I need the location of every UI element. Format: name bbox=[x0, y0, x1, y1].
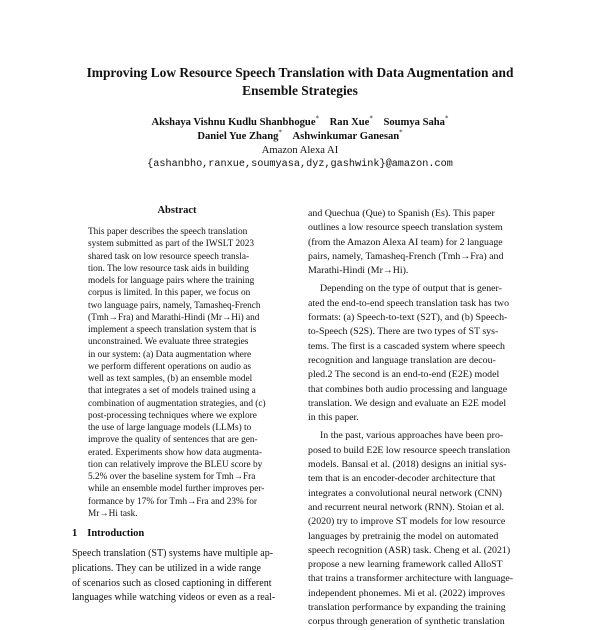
abstract-body bbox=[88, 226, 284, 520]
text-line: Mr→Hi task. bbox=[88, 508, 138, 519]
text-line: corpus is limited. In this paper, we focus on bbox=[88, 288, 251, 299]
text-line: Marathi-Hindi (Mr→Hi). bbox=[308, 265, 409, 277]
text-line: translation. We design and evaluate an E2E model bbox=[308, 397, 507, 409]
affiliation: Amazon Alexa AI bbox=[261, 145, 339, 156]
author-name: Akshaya Vishnu Kudlu Shanbhogue bbox=[151, 117, 316, 128]
text-line: languages by pretrainig the model on automated bbox=[308, 530, 499, 542]
text-line: languages while watching videos or even as a real- bbox=[72, 592, 276, 604]
text-line: and Quechua (Que) to Spanish (Es). This paper bbox=[308, 208, 495, 219]
text-line: the use of large language models (LLMs) to bbox=[88, 423, 252, 433]
author-emails: {ashanbho,ranxue,soumyasa,dyz,gashwink}@amazon.com bbox=[147, 159, 453, 170]
text-line: tion can relatively improve the BLEU score by bbox=[88, 459, 263, 470]
text-line: 5.2% over the baseline system for Tmh→Fra bbox=[88, 472, 256, 482]
section-heading-introduction bbox=[72, 528, 292, 539]
text-line: translation performance by expanding the training bbox=[308, 602, 506, 614]
author-row-2 bbox=[40, 130, 560, 144]
text-line: plications. They can be utilized in a wide range bbox=[72, 562, 261, 574]
text-line: integrates a convolutional neural network (CNN) bbox=[308, 487, 502, 499]
text-line: post-processing techniques where we explore bbox=[88, 410, 257, 421]
author-row-1 bbox=[40, 116, 560, 130]
text-line: corpus through generation of synthetic translation bbox=[308, 616, 505, 628]
text-line: This paper describes the speech translation bbox=[88, 227, 248, 237]
text-line: models. Bansal et al. (2018) designs an initial sys- bbox=[308, 459, 507, 471]
text-line: pairs, namely, Tamasheq-French (Tmh→Fra) and bbox=[308, 250, 504, 262]
text-line: implement a speech translation system that is bbox=[88, 325, 257, 335]
text-line: in our system: (a) Data augmentation where bbox=[88, 349, 252, 360]
text-line: unconstrained. We evaluate three strategies bbox=[88, 337, 249, 348]
text-line: of scenarios such as closed captioning in different bbox=[72, 577, 272, 589]
text-line: pled.2 The second is an end-to-end (E2E) model bbox=[308, 369, 500, 381]
author-mark: * bbox=[369, 114, 373, 123]
text-line: propose a new learning framework called AlloST bbox=[308, 559, 503, 571]
section-title: Introduction bbox=[87, 528, 145, 539]
text-line: Speech translation (ST) systems have multiple ap- bbox=[72, 548, 274, 559]
text-line: two language pairs, namely, Tamasheq-French bbox=[88, 300, 261, 311]
author-mark: * bbox=[444, 114, 449, 123]
text-line: (from the Amazon Alexa AI team) for 2 language bbox=[308, 236, 503, 248]
text-line: speech recognition (ASR) task. Cheng et al. (2021) bbox=[308, 544, 511, 556]
author-name: Ran Xue bbox=[329, 117, 370, 128]
text-line: ated the end-to-end speech translation task has two bbox=[308, 297, 510, 309]
text-line: (2020) try to improve ST models for low resource bbox=[308, 516, 506, 528]
text-line: tems. The first is a cascaded system where speech bbox=[308, 340, 505, 352]
author-mark: * bbox=[315, 114, 320, 123]
text-line: combination of augmentation strategies, and (c) bbox=[88, 398, 266, 409]
text-line: improve the quality of sentences that are gen- bbox=[88, 435, 258, 446]
text-line: while an ensemble model further improves per- bbox=[88, 484, 265, 495]
introduction-body bbox=[72, 547, 294, 606]
author-name: Ashwinkumar Ganesan bbox=[292, 131, 400, 142]
text-line: recognition and language translation are decou- bbox=[308, 354, 496, 366]
text-line: we perform different operations on audio as bbox=[88, 361, 251, 372]
title-line-1: Improving Low Resource Speech Translation with Data Augmentation and bbox=[86, 65, 514, 80]
author-mark: * bbox=[399, 128, 403, 137]
text-line: shared task on low resource speech transla- bbox=[88, 251, 250, 262]
text-line: Depending on the type of output that is gener- bbox=[320, 283, 502, 295]
text-line: (Tmh→Fra) and Marathi-Hindi (Mr→Hi) and bbox=[88, 312, 260, 323]
text-line: In the past, various approaches have been pro- bbox=[320, 430, 504, 442]
title-line-2: Ensemble Strategies bbox=[242, 83, 358, 98]
author-block bbox=[40, 116, 560, 172]
text-line: to-Speech (S2S). There are two types of ST sys- bbox=[308, 326, 499, 338]
text-line: system submitted as part of the IWSLT 2023 bbox=[88, 239, 255, 250]
text-line: outlines a low resource speech translation system bbox=[308, 222, 503, 234]
text-line: models for language pairs where the training bbox=[88, 276, 255, 286]
author-mark: * bbox=[278, 128, 282, 137]
text-line: well as text samples, (b) an ensemble model bbox=[88, 374, 253, 384]
paper-title bbox=[40, 64, 560, 100]
text-line: posed to build E2E low resource speech translation bbox=[308, 444, 511, 456]
text-line: formats: (a) Speech-to-text (S2T), and (b) Speech- bbox=[308, 312, 508, 324]
text-line: in this paper. bbox=[308, 412, 359, 424]
right-column-body bbox=[308, 207, 532, 630]
section-number: 1 bbox=[72, 528, 78, 539]
text-line: that integrates a set of models trained using a bbox=[88, 386, 256, 397]
text-line: formance by 17% for Tmh→Fra and 23% for bbox=[88, 496, 257, 507]
text-line: independent phonemes. Mi et al. (2022) improves bbox=[308, 587, 505, 599]
author-name: Soumya Saha bbox=[383, 117, 445, 128]
author-name: Daniel Yue Zhang bbox=[197, 131, 279, 142]
text-line: tem that is an encoder-decoder architecture that bbox=[308, 473, 496, 485]
text-line: and recurrent neural network (RNN). Stoian et al. bbox=[308, 501, 505, 513]
text-line: erated. Experiments show how data augmenta- bbox=[88, 447, 262, 458]
text-line: tion. The low resource task aids in building bbox=[88, 263, 249, 274]
text-line: that trains a transformer architecture with language- bbox=[308, 573, 514, 585]
text-line: that combines both audio processing and language bbox=[308, 383, 508, 395]
abstract-heading: Abstract bbox=[157, 205, 197, 216]
